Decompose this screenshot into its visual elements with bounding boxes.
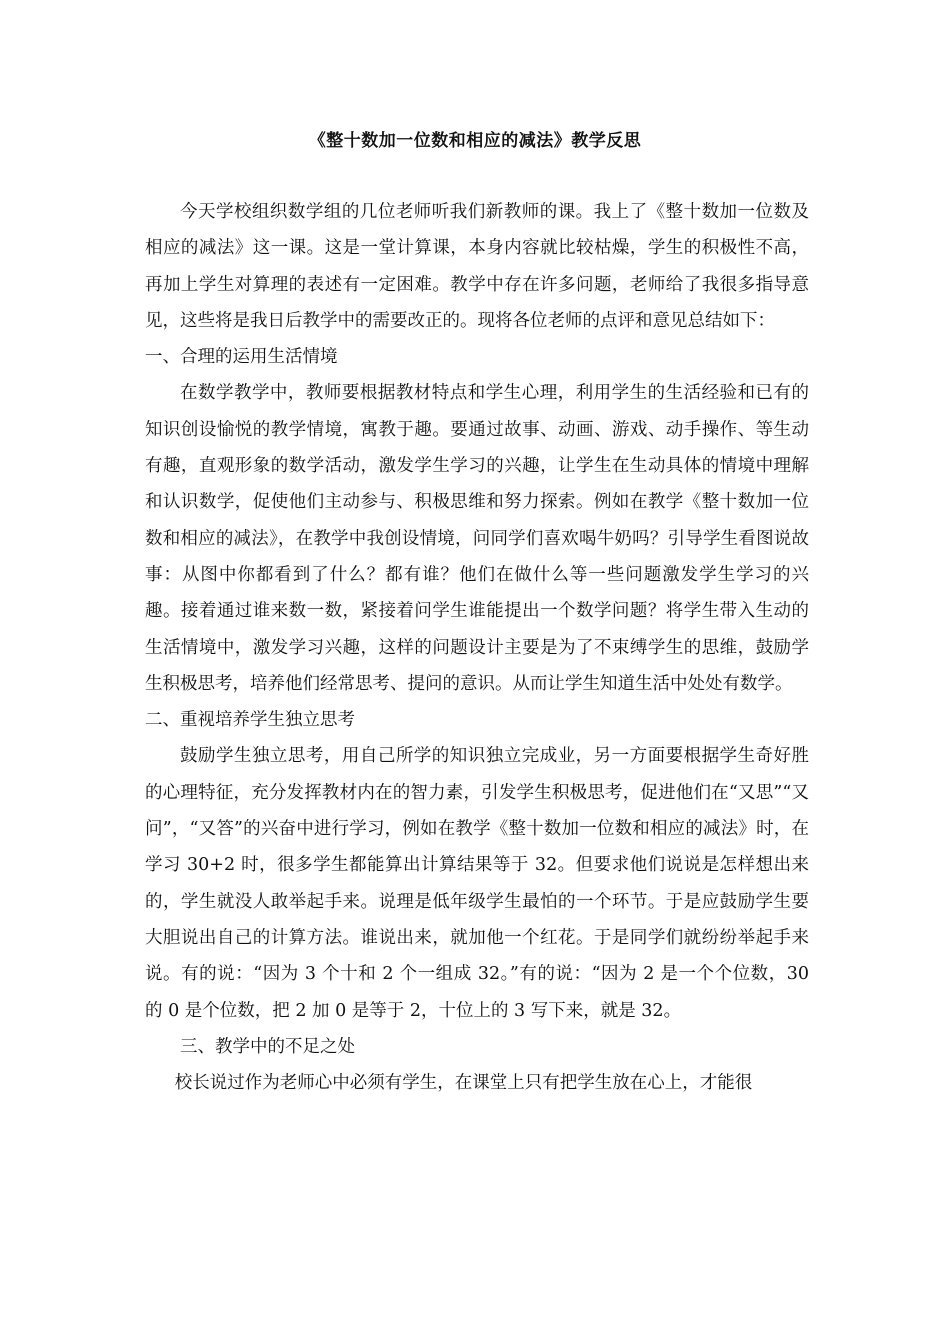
section-heading-2: 二、重视培养学生独立思考 [145,710,355,731]
section-heading-1: 一、合理的运用生活情境 [145,347,338,368]
section-paragraph-3: 校长说过作为老师心中必须有学生，在课堂上只有把学生放在心上，才能很 [174,1073,753,1094]
document-title: 《整十数加一位数和相应的减法》教学反思 [308,131,642,151]
section-paragraph-1: 在数学教学中，教师要根据教材特点和学生心理，利用学生的生活经验和已有的知识创设愉悦的教学情境，寓教于趣。要通过故事、动画、游戏、动手操作、等生动有趣，直观形象的数学活动，激发学生学习的兴趣，让学生在生动具体的情境中理解和认识数学，促使他们主动参与、积极思维和努力探索。例如在教学《整十数加一位数和相应的减法》，在教学中我创设情境，问同学们喜欢喝牛奶吗？引导学生看图说故事：从图中你都看到了什么？都有谁？他们在做什么等一些问题激发学生学习的兴趣。接着通过谁来数一数，紧接着问学生谁能提出一个数学问题？将学生带入生动的生活情境中，激发学习兴趣，这样的问题设计主要是为了不束缚学生的思维，鼓励学生积极思考，培养他们经常思考、提问的意识。从而让学生知道生活中处处有数学。 [145,383,809,694]
document-body [145,194,809,1101]
section-heading-3: 三、教学中的不足之处 [180,1036,355,1057]
intro-paragraph: 今天学校组织数学组的几位老师听我们新教师的课。我上了《整十数加一位数及相应的减法》这一课。这是一堂计算课，本身内容就比较枯燥，学生的积极性不高，再加上学生对算理的表述有一定困难。教学中存在许多问题，老师给了我很多指导意见，这些将是我日后教学中的需要改正的。现将各位老师的点评和意见总结如下： [145,202,809,331]
section-paragraph-2: 鼓励学生独立思考，用自己所学的知识独立完成业，另一方面要根据学生奇好胜的心理特征，充分发挥教材内在的智力素，引发学生积极思考，促进他们在“又思”“又问”，“又答”的兴奋中进行学习，例如在教学《整十数加一位数和相应的减法》时，在学习 30+2 时，很多学生都能算出计算结果等于 32。但要求他们说说是怎样想出来的，学生就没人敢举起手来。说理是低年级学生最怕的一个环节。于是应鼓励学生要大胆说出自己的计算方法。谁说出来，就加他一个红花。于是同学们就纷纷举起手来说。有的说：“因为 3 个十和 2 个一组成 32。”有的说：“因为 2 是一个个位数，30 的 0 是个位数，把 2 加 0 是等于 2，十位上的 3 写下来，就是 32。 [145,746,809,1021]
